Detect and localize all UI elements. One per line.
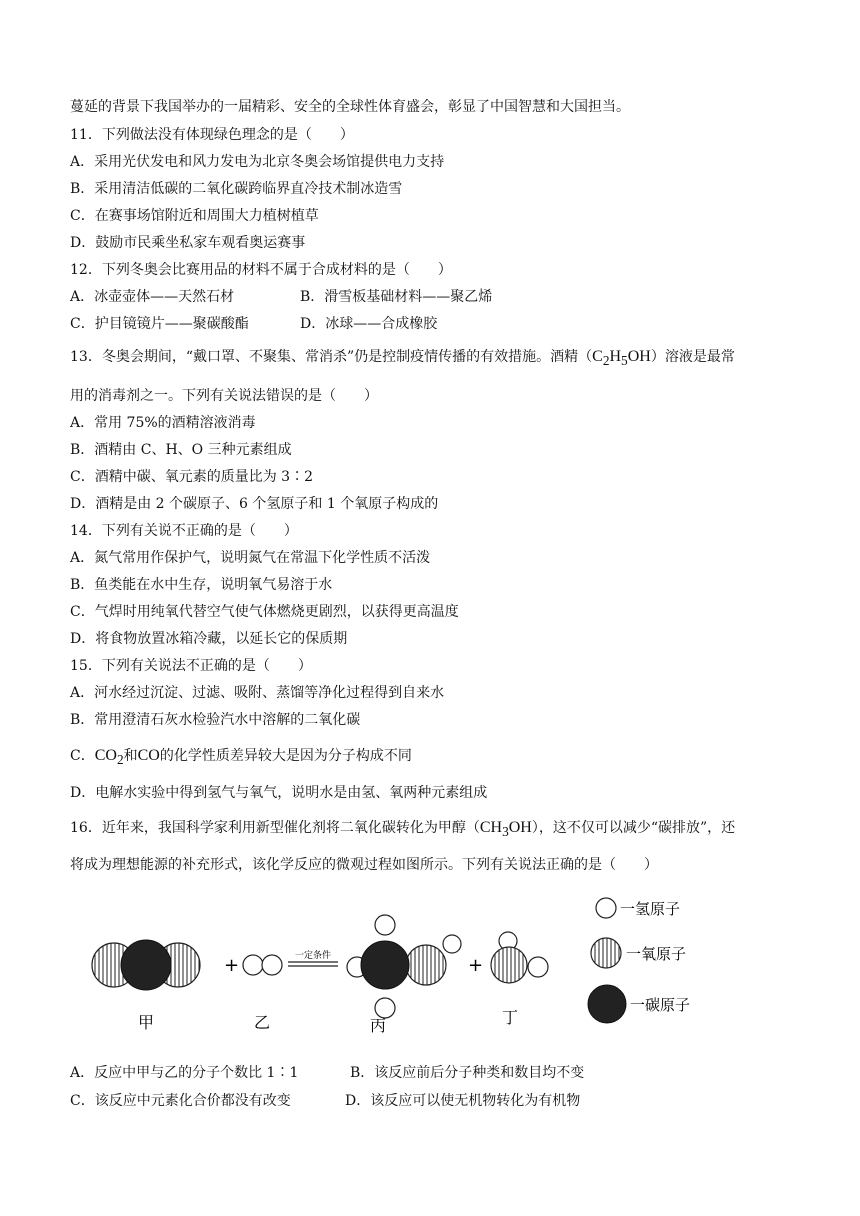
hydrogen-atom-icon [375,998,395,1018]
option-c-prefix: C． [70,748,95,764]
question-13-stem-line1 [70,348,735,370]
question-16-stem-part-b: ），这不仅可以减少“碳排放”，还 [531,820,736,836]
question-16-option-c: C．该反应中元素化合价都没有改变 [70,1093,291,1109]
formula-sub-5: 5 [621,353,628,369]
question-15-stem: 15．下列有关说法不正确的是（ ） [70,658,312,674]
question-14-option-c: C．气焊时用纯氧代替空气使气体燃烧更剧烈，以获得更高温度 [70,604,459,620]
question-14-option-d: D．将食物放置冰箱冷藏，以延长它的保质期 [70,631,348,647]
co2-text: CO [94,747,117,764]
and-text: 和 [123,748,138,764]
oxygen-atom-icon [591,938,621,968]
co2-sub: 2 [116,752,124,768]
carbon-atom-icon [361,941,409,989]
carbon-atom-icon [588,985,626,1023]
hydrogen-atom-icon [243,955,263,975]
formula-oh: OH [508,819,532,836]
legend-oxygen: 一氧原子 [626,945,687,963]
formula-sub-3: 3 [502,824,509,840]
legend-hydrogen: 一氢原子 [620,900,681,918]
question-13-stem-part-a: 13．冬奥会期间，“戴口罩、不聚集、常消杀”仍是控制疫情传播的有效措施。酒精（ [70,349,593,365]
question-15-option-d: D．电解水实验中得到氢气与氧气，说明水是由氢、氧两种元素组成 [70,785,488,801]
molecule-ding-h2o [491,932,548,983]
hydrogen-atom-icon [443,935,461,953]
molecule-jia-co2 [92,940,200,990]
formula-oh: OH [627,348,651,365]
molecule-bing-ch3oh [347,915,461,1018]
methanol-formula [479,819,532,840]
formula-ch: CH [479,819,503,836]
question-11-option-b: B．采用清洁低碳的二氧化碳跨临界直冷技术制冰造雪 [70,181,403,197]
reaction-diagram [70,880,710,1045]
question-13-option-a: A．常用 75%的酒精溶液消毒 [70,415,256,431]
plus-sign: + [224,955,240,976]
hydrogen-atom-icon [528,957,548,977]
question-16-stem-part-a: 16．近年来，我国科学家利用新型催化剂将二氧化碳转化为甲醇（ [70,820,480,836]
oxygen-atom-icon [406,945,446,985]
question-13-option-b: B．酒精由 C、H、O 三种元素组成 [70,442,292,458]
molecule-yi-h2 [243,955,282,975]
question-12-stem: 12．下列冬奥会比赛用品的材料不属于合成材料的是（ ） [70,262,452,278]
question-11-option-d: D．鼓励市民乘坐私家车观看奥运赛事 [70,235,306,251]
question-15-option-b: B．常用澄清石灰水检验汽水中溶解的二氧化碳 [70,712,361,728]
question-16-stem-line1 [70,819,735,841]
ethanol-formula [592,348,651,369]
question-13-option-d: D．酒精是由 2 个碳原子、6 个氢原子和 1 个氧原子构成的 [70,496,439,512]
question-12-option-d: D．冰球——合成橡胶 [300,316,438,332]
legend-carbon: 一碳原子 [630,996,691,1014]
question-13-option-c: C．酒精中碳、氧元素的质量比为 3∶2 [70,469,313,485]
carbon-atom-icon [121,940,171,990]
question-15-option-a: A．河水经过沉淀、过滤、吸附、蒸馏等净化过程得到自来水 [70,685,445,701]
label-jia: 甲 [137,1013,155,1032]
intro-tail: 蔓延的背景下我国举办的一届精彩、安全的全球性体育盛会，彰显了中国智慧和大国担当。 [70,99,630,115]
question-11-option-c: C．在赛事场馆附近和周围大力植树植草 [70,208,319,224]
question-11-option-a: A．采用光伏发电和风力发电为北京冬奥会场馆提供电力支持 [70,154,445,170]
formula-c: C [592,348,603,365]
question-14-option-b: B．鱼类能在水中生存，说明氧气易溶于水 [70,577,333,593]
formula-h: H [609,348,622,365]
co-formula: CO [137,747,160,764]
question-11-stem: 11．下列做法没有体现绿色理念的是（ ） [70,127,354,143]
label-ding: 丁 [501,1008,519,1027]
question-12-option-b: B．滑雪板基础材料——聚乙烯 [300,289,493,305]
question-16-option-b: B．该反应前后分子种类和数目均不变 [350,1065,585,1081]
question-12-option-c: C．护目镜镜片——聚碳酸酯 [70,316,249,332]
question-12-option-a: A．冰壶壶体——天然石材 [70,289,235,305]
option-c-rest: 的化学性质差异较大是因为分子构成不同 [159,748,412,764]
label-bing: 丙 [369,1016,387,1035]
formula-sub-2: 2 [602,353,610,369]
legend [588,898,690,1023]
hydrogen-atom-icon [262,955,282,975]
label-yi: 乙 [253,1013,271,1032]
question-13-stem-part-b: ）溶液是最常 [650,349,735,365]
question-15-option-c [70,747,412,769]
reaction-arrow [288,949,338,966]
question-14-option-a: A．氮气常用作保护气，说明氮气在常温下化学性质不活泼 [70,550,431,566]
question-16-option-d: D．该反应可以使无机物转化为有机物 [345,1093,581,1109]
question-13-stem-line2: 用的消毒剂之一。下列有关说法错误的是（ ） [70,388,378,404]
hydrogen-atom-icon [596,898,616,918]
question-16-option-a: A．反应中甲与乙的分子个数比 1∶1 [70,1065,299,1081]
question-14-stem: 14．下列有关说不正确的是（ ） [70,523,298,539]
co2-formula [94,747,124,768]
plus-sign: + [468,955,484,976]
condition-label: 一定条件 [294,951,332,961]
oxygen-atom-icon [491,947,527,983]
hydrogen-atom-icon [375,915,395,935]
question-16-stem-line2: 将成为理想能源的补充形式，该化学反应的微观过程如图所示。下列有关说法正确的是（ ） [70,857,658,873]
